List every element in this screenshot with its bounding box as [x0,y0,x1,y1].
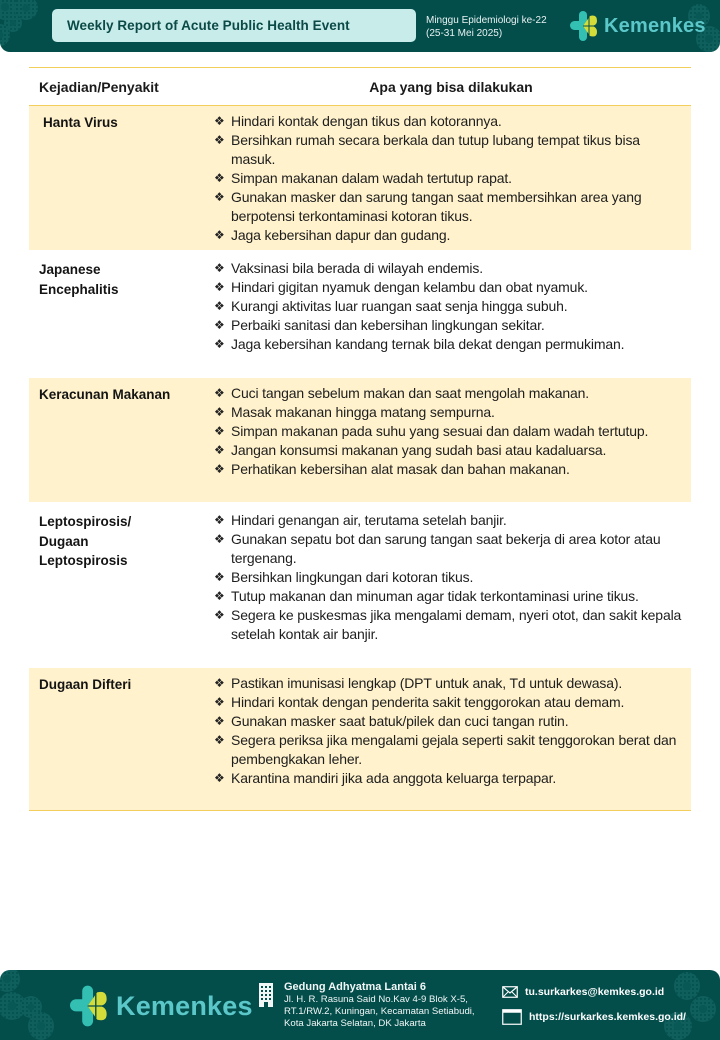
diamond-bullet-icon: ❖ [214,299,225,313]
prevention-table [29,67,691,811]
diamond-bullet-icon: ❖ [214,608,225,622]
action-list [211,668,691,810]
action-item: ❖ Bersihkan rumah secara berkala dan tutup lubang tempat tikus bisa masuk. [214,132,640,167]
kemenkes-logo [570,11,706,41]
report-title: Weekly Report of Acute Public Health Event [67,18,350,33]
diamond-bullet-icon: ❖ [214,695,225,709]
action-item: ❖ Karantina mandiri jika ada anggota keluarga terpapar. [214,770,557,786]
report-title-box [52,9,416,42]
kemenkes-logo-icon [570,11,598,41]
batik-pattern-left [0,0,52,52]
building-icon [258,982,274,1008]
diamond-bullet-icon: ❖ [214,405,225,419]
diamond-bullet-icon: ❖ [214,280,225,294]
action-item: ❖ Kurangi aktivitas luar ruangan saat senja hingga subuh. [214,298,568,314]
email-contact[interactable] [502,986,664,998]
action-item: ❖ Jaga kebersihan dapur dan gudang. [214,227,451,243]
action-item: ❖ Vaksinasi bila berada di wilayah endemis. [214,260,483,276]
diamond-bullet-icon: ❖ [214,570,225,584]
kemenkes-logo [70,985,253,1027]
mail-icon [502,986,518,998]
action-item: ❖ Masak makanan hingga matang sempurna. [214,404,495,420]
diamond-bullet-icon: ❖ [214,424,225,438]
diamond-bullet-icon: ❖ [214,386,225,400]
office-address [284,980,475,1030]
diamond-bullet-icon: ❖ [214,228,225,242]
diamond-bullet-icon: ❖ [214,589,225,603]
address-line: Kota Jakarta Selatan, DK Jakarta [284,1018,426,1029]
disease-name: Japanese Encephalitis [39,262,119,297]
action-item: ❖ Pastikan imunisasi lengkap (DPT untuk anak, Td untuk dewasa). [214,675,623,691]
disease-name: Leptospirosis/ Dugaan Leptospirosis [39,514,132,568]
action-item: ❖ Cuci tangan sebelum makan dan saat mengolah makanan. [214,385,589,401]
diamond-bullet-icon: ❖ [214,513,225,527]
address-line: Jl. H. R. Rasuna Said No.Kav 4-9 Blok X-5, [284,994,468,1005]
logo-wordmark: Kemenkes [604,14,706,37]
diamond-bullet-icon: ❖ [214,114,225,128]
table-row-keracunan-makanan [29,378,691,502]
diamond-bullet-icon: ❖ [214,733,225,747]
website-link[interactable]: https://surkarkes.kemkes.go.id/ [529,1011,686,1023]
diamond-bullet-icon: ❖ [214,133,225,147]
diamond-bullet-icon: ❖ [214,171,225,185]
action-item: ❖ Simpan makanan pada suhu yang sesuai dan dalam wadah tertutup. [214,423,649,439]
table-row-dugaan-difteri [29,668,691,811]
building-name: Gedung Adhyatma Lantai 6 [284,981,427,993]
action-list [211,253,691,375]
report-header [0,0,720,52]
action-item: ❖ Gunakan masker saat batuk/pilek dan cuci tangan rutin. [214,713,569,729]
email-link[interactable]: tu.surkarkes@kemkes.go.id [525,986,665,998]
disease-name: Hanta Virus [43,115,118,130]
batik-pattern-right [656,972,720,1040]
diamond-bullet-icon: ❖ [214,462,225,476]
action-item: ❖ Jangan konsumsi makanan yang sudah basi atau kadaluarsa. [214,442,607,458]
action-item: ❖ Gunakan sepatu bot dan sarung tangan saat bekerja di area kotor atau tergenang. [214,531,661,566]
epi-week-number: Minggu Epidemiologi ke-22 [426,15,547,26]
diamond-bullet-icon: ❖ [214,771,225,785]
kemenkes-logo-icon [70,985,108,1027]
column-header-disease: Kejadian/Penyakit [39,78,159,95]
diamond-bullet-icon: ❖ [214,443,225,457]
table-header-row [29,68,691,106]
action-item: ❖ Perbaiki sanitasi dan kebersihan lingkungan sekitar. [214,317,545,333]
address-line: RT.1/RW.2, Kuningan, Kecamatan Setiabudi, [284,1006,475,1017]
diamond-bullet-icon: ❖ [214,261,225,275]
action-item: ❖ Tutup makanan dan minuman agar tidak terkontaminasi urine tikus. [214,588,639,604]
batik-pattern-left [0,970,64,1040]
diamond-bullet-icon: ❖ [214,190,225,204]
action-item: ❖ Hindari kontak dengan penderita sakit tenggorokan atau demam. [214,694,625,710]
action-list [211,378,691,502]
browser-window-icon [502,1009,522,1025]
disease-name: Dugaan Difteri [39,677,132,692]
action-item: ❖ Gunakan masker dan sarung tangan saat membersihkan area yang berpotensi terkontaminasi kotoran tikus. [214,189,642,224]
action-item: ❖ Perhatikan kebersihan alat masak dan bahan makanan. [214,461,570,477]
table-row-hanta-virus [29,106,691,250]
action-item: ❖ Simpan makanan dalam wadah tertutup rapat. [214,170,512,186]
table-row-leptospirosis [29,505,691,665]
report-footer [0,970,720,1040]
logo-wordmark: Kemenkes [116,990,253,1021]
action-item: ❖ Segera ke puskesmas jika mengalami demam, nyeri otot, dan sakit kepala setelah kontak air banjir. [214,607,682,642]
website-contact[interactable] [502,1009,686,1025]
disease-name: Keracunan Makanan [39,387,171,402]
action-item: ❖ Hindari kontak dengan tikus dan kotorannya. [214,113,502,129]
action-item: ❖ Bersihkan lingkungan dari kotoran tikus. [214,569,474,585]
epi-week-info [426,14,547,40]
table-row-japanese-encephalitis [29,253,691,375]
action-item: ❖ Hindari genangan air, terutama setelah banjir. [214,512,507,528]
diamond-bullet-icon: ❖ [214,318,225,332]
action-item: ❖ Jaga kebersihan kandang ternak bila dekat dengan permukiman. [214,336,625,352]
action-list [211,505,691,665]
diamond-bullet-icon: ❖ [214,337,225,351]
action-item: ❖ Hindari gigitan nyamuk dengan kelambu dan obat nyamuk. [214,279,588,295]
column-header-actions: Apa yang bisa dilakukan [369,78,533,95]
diamond-bullet-icon: ❖ [214,532,225,546]
action-list [211,106,691,250]
diamond-bullet-icon: ❖ [214,714,225,728]
action-item: ❖ Segera periksa jika mengalami gejala seperti sakit tenggorokan berat dan pembengkakan leher. [214,732,677,767]
epi-week-dates: (25-31 Mei 2025) [426,28,503,39]
diamond-bullet-icon: ❖ [214,676,225,690]
